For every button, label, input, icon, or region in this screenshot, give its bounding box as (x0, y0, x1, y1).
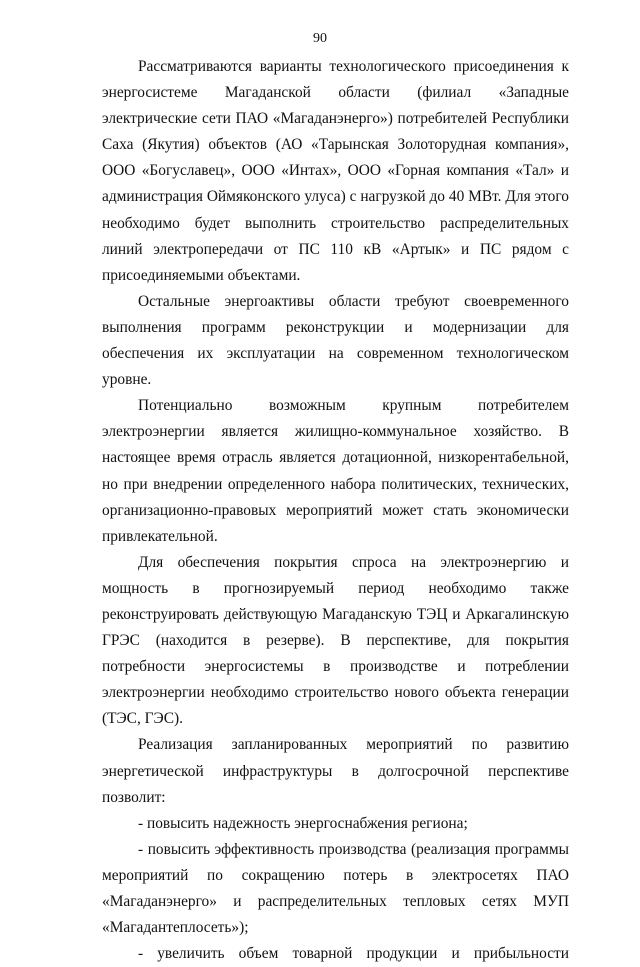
list-item-output: - увеличить объем товарной продукции и прибыльности (138, 945, 569, 963)
list-item-reliability: - повысить надежность энергоснабжения региона; (138, 814, 468, 832)
paragraph-housing-consumer: Потенциально возможным крупным потребителем электроэнергии является жилищно-коммунальное хозяйство. В настоящее время отрасль является дотационной, низкорентабельной, но при внедрении определенного набора политических, технических, организационно-правовых мероприятий может стать экономически привлекательной. (102, 397, 569, 545)
paragraph-implementation: Реализация запланированных мероприятий по развитию энергетической инфраструктуры в долгосрочной перспективе позволит: (102, 736, 569, 806)
list-item-efficiency: - повысить эффективность производства (реализация программы мероприятий по сокращению потерь в электросетях ПАО «Магаданэнерго» и распределительных тепловых сетях МУП «Магадантеплосеть»); (102, 840, 569, 937)
paragraph-demand-coverage: Для обеспечения покрытия спроса на электроэнергию и мощность в прогнозируемый период необходимо также реконструировать действующую Магаданскую ТЭЦ и Аркагалинскую ГРЭС (находится в резерве). В перспективе, для покрытия потребности энергосистемы в производстве и потреблении электроэнергии необходимо строительство нового объекта генерации (ТЭС, ГЭС). (102, 553, 569, 728)
body-text (102, 54, 569, 967)
page-number: 90 (313, 31, 327, 46)
paragraph-grid-connection: Рассматриваются варианты технологического присоединения к энергосистеме Магаданской области (филиал «Западные электрические сети ПАО «Магаданэнерго») потребителей Республики Саха (Якутия) объектов (АО «Тарынская Золоторудная компания», ООО «Богуславец», ООО «Интах», ООО «Горная компания «Тал» и администрация Оймяконского улуса) с нагрузкой до 40 МВт. Для этого необходимо будет выполнить строительство распределительных линий электропередачи от ПС 110 кВ «Артык» и ПС рядом с присоединяемыми объектами. (102, 58, 569, 284)
paragraph-energy-assets: Остальные энергоактивы области требуют своевременного выполнения программ реконструкции и модернизации для обеспечения их эксплуатации на современном технологическом уровне. (102, 292, 569, 389)
